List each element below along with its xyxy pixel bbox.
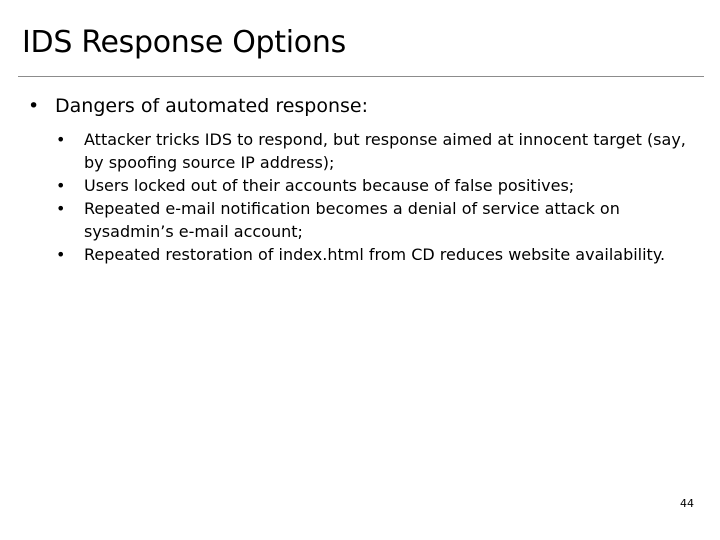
sub-bullet-text: Repeated e-mail notification becomes a denial of service attack on sysadmin’s e-mail account; — [84, 199, 620, 241]
sub-bullet-marker: • — [56, 176, 66, 195]
sub-bullet-item — [56, 243, 686, 266]
sub-bullet-text: Repeated restoration of index.html from CD reduces website availability. — [84, 245, 666, 264]
sub-bullet-marker: • — [56, 245, 66, 264]
sub-bullet-item — [56, 197, 686, 243]
title-divider — [18, 76, 704, 77]
sub-bullet-text: Users locked out of their accounts because of false positives; — [84, 176, 575, 195]
sub-bullet-item — [56, 128, 686, 174]
sub-bullet-marker: • — [56, 199, 66, 218]
bullet-marker: • — [28, 95, 40, 117]
bullet-text: Dangers of automated response: — [55, 95, 369, 117]
slide-title: IDS Response Options — [22, 25, 346, 60]
sub-bullet-marker: • — [56, 130, 66, 149]
sub-bullet-list — [56, 128, 686, 266]
sub-bullet-text: Attacker tricks IDS to respond, but response aimed at innocent target (say, by spoofing source IP address); — [84, 130, 686, 172]
sub-bullet-item — [56, 174, 686, 197]
bullet-item — [28, 92, 368, 120]
page-number: 44 — [680, 497, 694, 510]
